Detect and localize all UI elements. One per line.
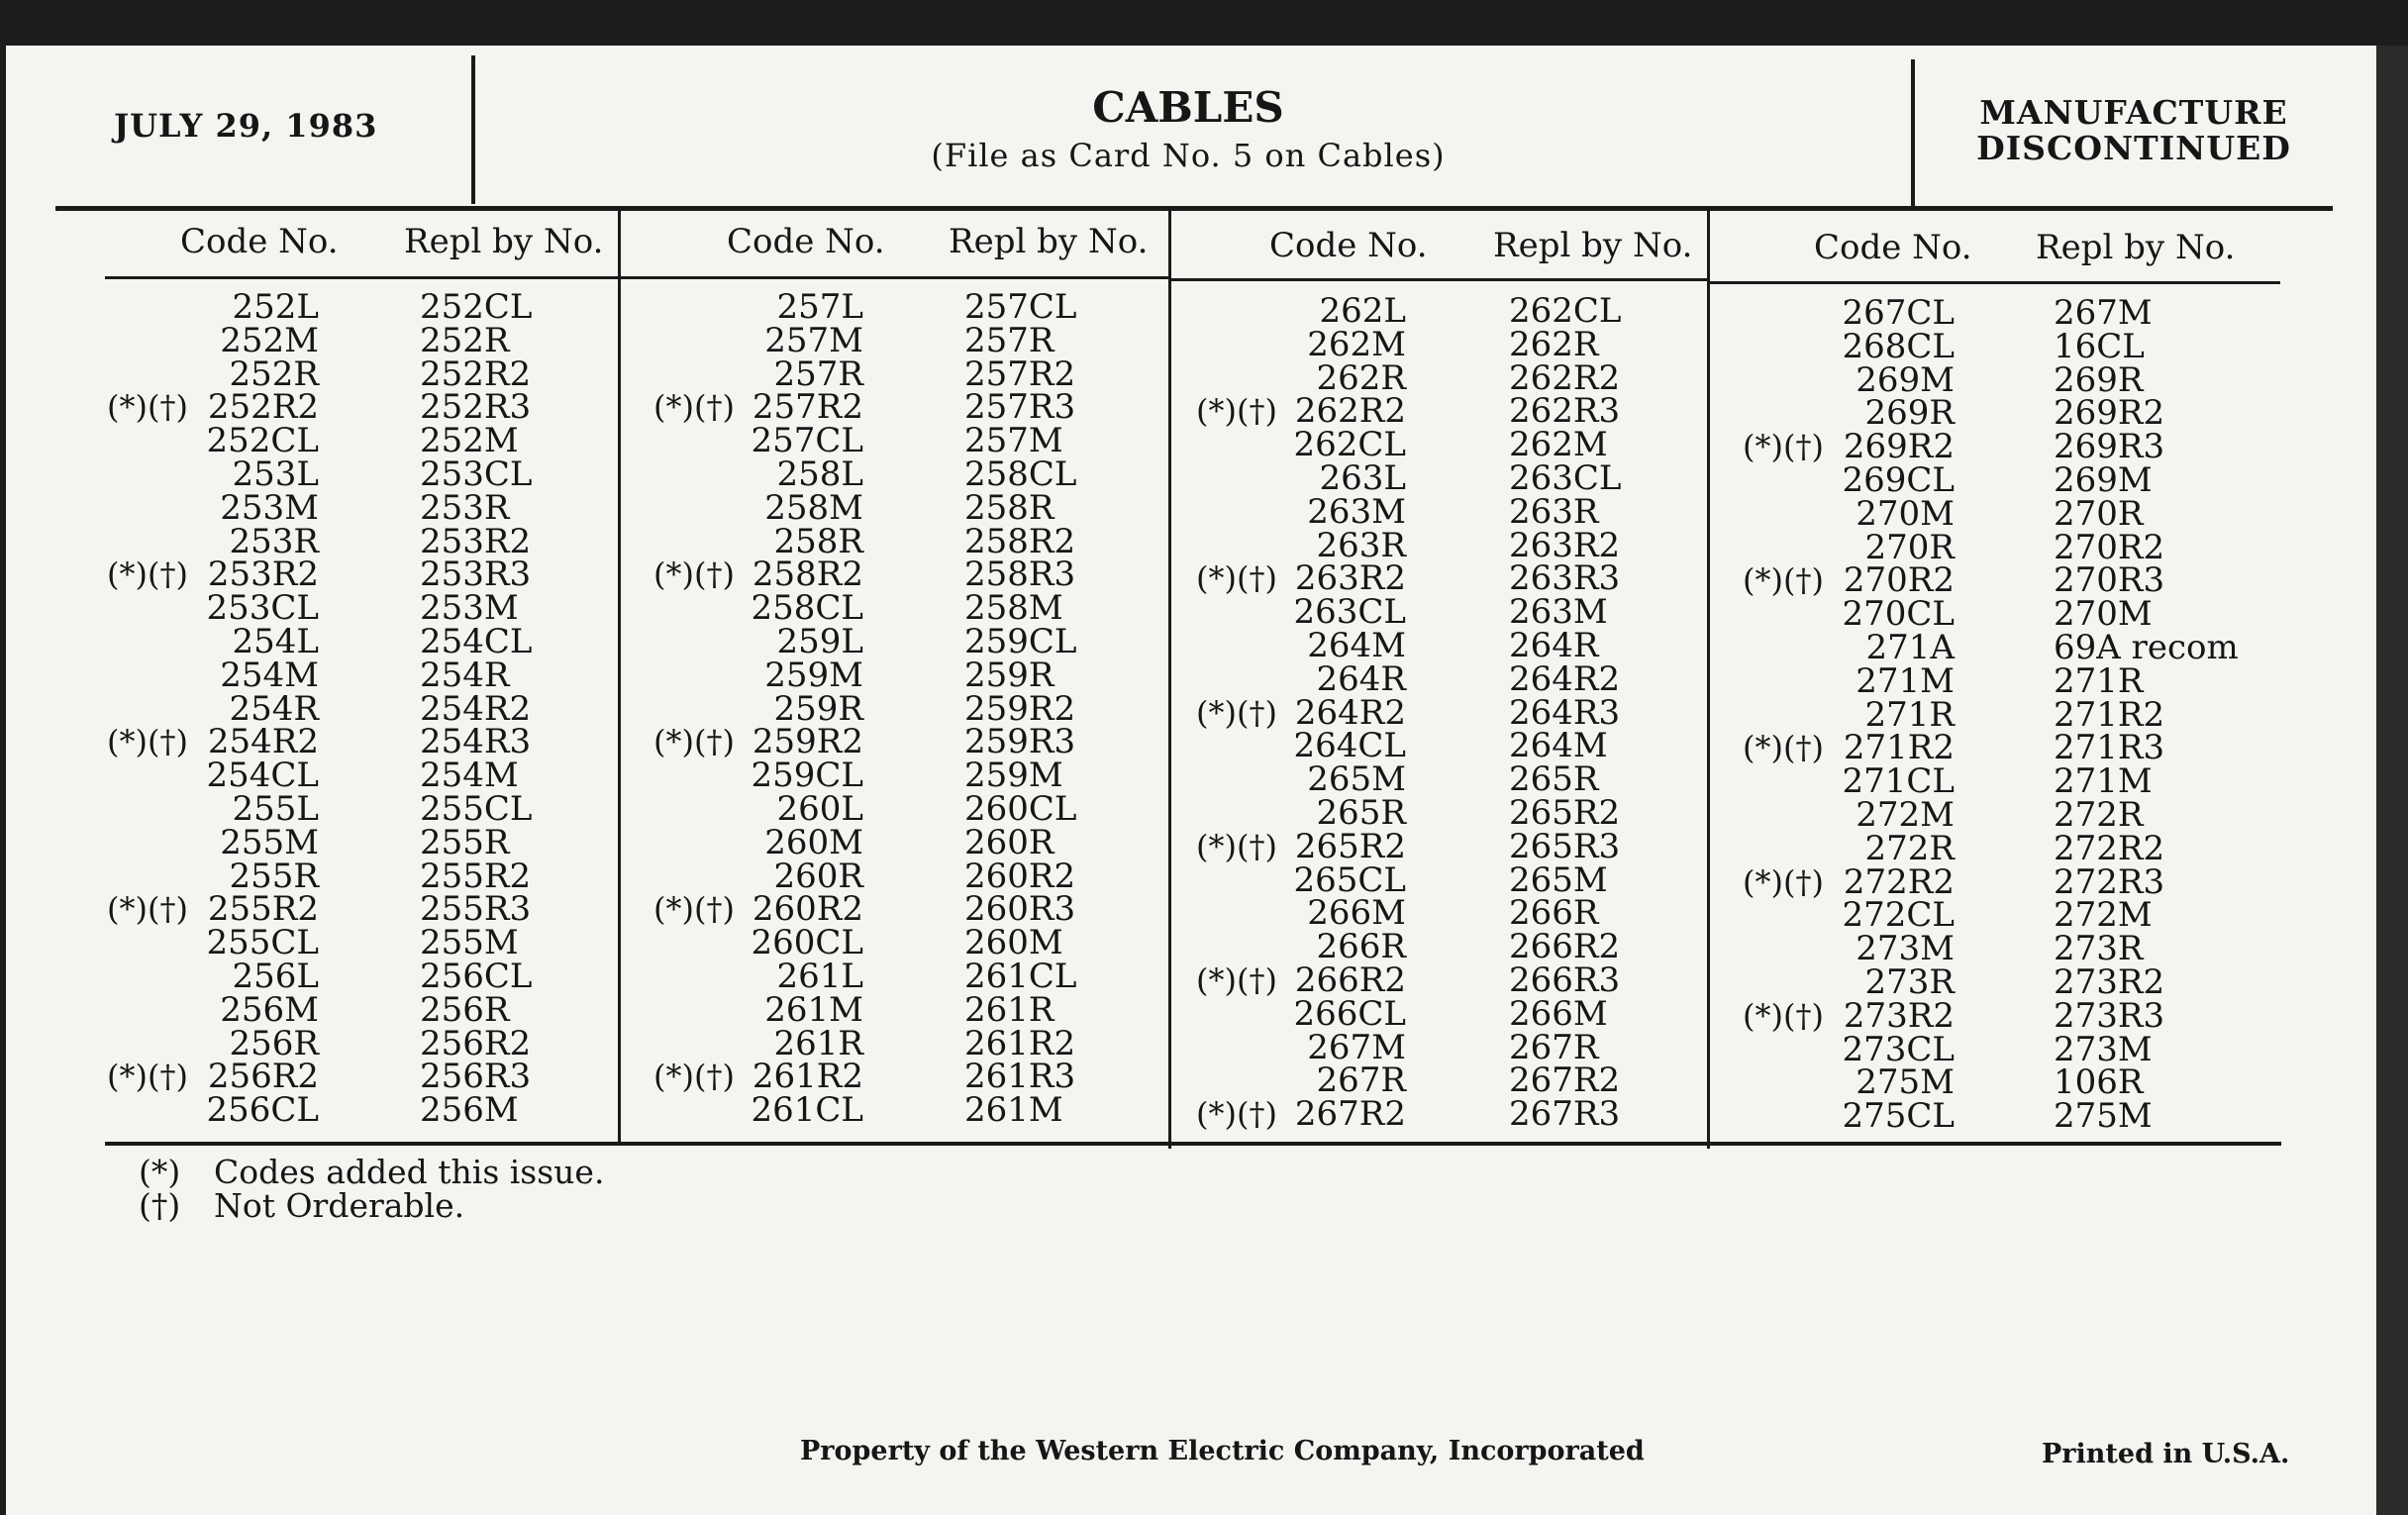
replacement-number: 259R3 bbox=[964, 722, 1076, 762]
code-number: 269M bbox=[1856, 359, 1955, 400]
legend-symbol: (*) bbox=[139, 1153, 181, 1191]
replacement-number: 273R3 bbox=[2054, 995, 2165, 1036]
replacement-number: 261M bbox=[964, 1090, 1063, 1131]
code-number: 257R2 bbox=[752, 387, 863, 428]
replacement-number: 270R2 bbox=[2054, 527, 2165, 567]
replacement-number: 260R2 bbox=[964, 856, 1076, 896]
code-number: 273M bbox=[1856, 929, 1955, 969]
code-number: 275CL bbox=[1842, 1096, 1955, 1137]
replacement-number: 263CL bbox=[1509, 457, 1622, 498]
code-number: 267CL bbox=[1842, 293, 1955, 333]
code-number: 259M bbox=[764, 655, 863, 695]
replacement-number: 267R2 bbox=[1509, 1060, 1621, 1101]
code-number: 266R2 bbox=[1294, 960, 1406, 1000]
code-number: 253R2 bbox=[207, 555, 319, 595]
code-number: 253L bbox=[232, 454, 319, 494]
replacement-number: 273R bbox=[2054, 929, 2144, 969]
code-number: 267R bbox=[1316, 1060, 1406, 1101]
replacement-number: 269R3 bbox=[2054, 427, 2165, 467]
replacement-number: 271R2 bbox=[2054, 694, 2165, 735]
code-number: 254R bbox=[229, 688, 319, 729]
code-number: 272CL bbox=[1842, 895, 1955, 936]
replacement-number: 256R2 bbox=[420, 1023, 532, 1063]
code-number: 258CL bbox=[751, 588, 863, 629]
table-row bbox=[0, 357, 2408, 400]
replacement-number: 269M bbox=[2054, 459, 2153, 500]
replacement-number: 270M bbox=[2054, 594, 2153, 635]
replacement-number: 262R3 bbox=[1509, 391, 1621, 432]
status-marker: (*)(†) bbox=[1196, 693, 1277, 732]
code-number: 265M bbox=[1307, 759, 1406, 800]
code-number: 271M bbox=[1856, 660, 1955, 701]
repl-column-header: Repl by No. bbox=[404, 222, 604, 261]
status-line-2: DISCONTINUED bbox=[1976, 129, 2291, 167]
code-number: 269R2 bbox=[1843, 427, 1955, 467]
table-row bbox=[0, 792, 2408, 835]
table-row bbox=[0, 759, 2408, 802]
status-marker: (*)(†) bbox=[1196, 559, 1277, 598]
table-row bbox=[0, 927, 2408, 969]
table-row bbox=[0, 457, 2408, 500]
code-number: 260M bbox=[764, 822, 863, 862]
legend-symbol: (†) bbox=[139, 1186, 181, 1225]
table-row bbox=[0, 1094, 2408, 1137]
code-number: 265CL bbox=[1293, 859, 1406, 900]
replacement-number: 272M bbox=[2054, 895, 2153, 936]
code-number: 261M bbox=[764, 989, 863, 1030]
code-number: 275M bbox=[1856, 1062, 1955, 1103]
replacement-number: 254CL bbox=[420, 621, 533, 661]
code-column-header: Code No. bbox=[1814, 228, 1972, 267]
code-number: 256R bbox=[229, 1023, 319, 1063]
code-number: 270CL bbox=[1842, 594, 1955, 635]
page-subtitle: (File as Card No. 5 on Cables) bbox=[931, 137, 1446, 174]
code-number: 263L bbox=[1319, 457, 1406, 498]
code-number: 272R bbox=[1864, 828, 1955, 868]
status-marker: (*)(†) bbox=[107, 388, 188, 427]
colhead-rule-2 bbox=[620, 276, 1170, 279]
code-number: 258R2 bbox=[752, 555, 863, 595]
replacement-number: 266R2 bbox=[1509, 927, 1621, 967]
replacement-number: 265R bbox=[1509, 759, 1599, 800]
replacement-number: 254R3 bbox=[420, 722, 532, 762]
replacement-number: 255M bbox=[420, 923, 519, 963]
replacement-number: 253CL bbox=[420, 454, 533, 494]
replacement-number: 270R bbox=[2054, 493, 2144, 534]
code-number: 268CL bbox=[1842, 326, 1955, 366]
repl-column-header: Repl by No. bbox=[1493, 226, 1693, 265]
code-number: 262R bbox=[1316, 357, 1406, 398]
code-number: 267R2 bbox=[1294, 1094, 1406, 1135]
table-row bbox=[0, 1027, 2408, 1069]
code-number: 272R2 bbox=[1843, 861, 1955, 902]
replacement-number: 273R2 bbox=[2054, 961, 2165, 1002]
code-number: 254CL bbox=[206, 756, 319, 796]
replacement-number: 258R2 bbox=[964, 521, 1076, 561]
code-number: 255L bbox=[232, 788, 319, 829]
table-row bbox=[0, 558, 2408, 601]
replacement-number: 256R3 bbox=[420, 1057, 532, 1097]
table-row bbox=[0, 625, 2408, 667]
replacement-number: 262CL bbox=[1509, 291, 1622, 331]
status-marker: (*)(†) bbox=[1743, 729, 1824, 767]
replacement-number: 263R2 bbox=[1509, 525, 1621, 565]
code-number: 261CL bbox=[751, 1090, 863, 1131]
code-number: 269CL bbox=[1842, 459, 1955, 500]
code-rows bbox=[0, 291, 2408, 1137]
code-number: 258L bbox=[776, 454, 863, 494]
code-number: 252R2 bbox=[207, 387, 319, 428]
replacement-number: 261R3 bbox=[964, 1057, 1076, 1097]
code-number: 273CL bbox=[1842, 1029, 1955, 1069]
issue-date: JULY 29, 1983 bbox=[114, 107, 378, 145]
code-number: 257R bbox=[773, 354, 863, 394]
header-divider-right bbox=[1911, 59, 1915, 208]
code-number: 259L bbox=[776, 621, 863, 661]
status-marker: (*)(†) bbox=[1196, 392, 1277, 431]
replacement-number: 265M bbox=[1509, 859, 1608, 900]
replacement-number: 260CL bbox=[964, 788, 1077, 829]
code-number: 255R2 bbox=[207, 889, 319, 930]
replacement-number: 258M bbox=[964, 588, 1063, 629]
status-marker: (*)(†) bbox=[653, 890, 735, 929]
code-number: 257M bbox=[764, 320, 863, 360]
code-number: 263CL bbox=[1293, 592, 1406, 633]
code-number: 255M bbox=[220, 822, 319, 862]
replacement-number: 260M bbox=[964, 923, 1063, 963]
code-number: 269R bbox=[1864, 393, 1955, 434]
replacement-number: 106R bbox=[2054, 1062, 2144, 1103]
replacement-number: 272R3 bbox=[2054, 861, 2165, 902]
code-number: 271CL bbox=[1842, 761, 1955, 802]
code-number: 273R2 bbox=[1843, 995, 1955, 1036]
code-number: 260R2 bbox=[752, 889, 863, 930]
code-number: 270R bbox=[1864, 527, 1955, 567]
table-row bbox=[0, 592, 2408, 635]
code-number: 261R bbox=[773, 1023, 863, 1063]
code-number: 259R2 bbox=[752, 722, 863, 762]
colhead-rule-3 bbox=[1170, 278, 1708, 281]
code-number: 262L bbox=[1319, 291, 1406, 331]
code-number: 273R bbox=[1864, 961, 1955, 1002]
code-number: 266R bbox=[1316, 927, 1406, 967]
status-marker: (*)(†) bbox=[1743, 862, 1824, 901]
legend-not-orderable bbox=[139, 1186, 464, 1225]
replacement-number: 264R bbox=[1509, 625, 1599, 665]
replacement-number: 266R3 bbox=[1509, 960, 1621, 1000]
replacement-number: 263M bbox=[1509, 592, 1608, 633]
replacement-number: 257R2 bbox=[964, 354, 1076, 394]
replacement-number: 275M bbox=[2054, 1096, 2153, 1137]
code-number: 253R bbox=[229, 521, 319, 561]
replacement-number: 265R2 bbox=[1509, 792, 1621, 833]
replacement-number: 252R3 bbox=[420, 387, 532, 428]
table-row bbox=[0, 324, 2408, 366]
replacement-number: 256R bbox=[420, 989, 510, 1030]
replacement-number: 255R2 bbox=[420, 856, 532, 896]
status-marker: (*)(†) bbox=[1743, 996, 1824, 1035]
replacement-number: 255R bbox=[420, 822, 510, 862]
code-number: 264M bbox=[1307, 625, 1406, 665]
code-number: 256L bbox=[232, 956, 319, 996]
replacement-number: 261R bbox=[964, 989, 1054, 1030]
repl-column-header: Repl by No. bbox=[949, 222, 1149, 261]
replacement-number: 254R bbox=[420, 655, 510, 695]
table-row bbox=[0, 692, 2408, 735]
replacement-number: 260R bbox=[964, 822, 1054, 862]
replacement-number: 259R bbox=[964, 655, 1054, 695]
code-number: 256R2 bbox=[207, 1057, 319, 1097]
replacement-number: 253M bbox=[420, 588, 519, 629]
colhead-rule-4 bbox=[1710, 281, 2280, 284]
table-row bbox=[0, 859, 2408, 902]
code-number: 252L bbox=[232, 287, 319, 327]
table-row bbox=[0, 425, 2408, 467]
code-number: 253CL bbox=[206, 588, 319, 629]
replacement-number: 254M bbox=[420, 756, 519, 796]
replacement-number: 265R3 bbox=[1509, 826, 1621, 866]
code-number: 253M bbox=[220, 487, 319, 528]
status-marker: (*)(†) bbox=[653, 388, 735, 427]
replacement-number: 271R3 bbox=[2054, 728, 2165, 768]
replacement-number: 267R bbox=[1509, 1027, 1599, 1067]
code-number: 262CL bbox=[1293, 425, 1406, 465]
table-row bbox=[0, 993, 2408, 1036]
code-number: 257CL bbox=[751, 421, 863, 461]
replacement-number: 258R3 bbox=[964, 555, 1076, 595]
page-title: CABLES bbox=[1092, 83, 1284, 132]
code-number: 266CL bbox=[1293, 993, 1406, 1034]
replacement-number: 259CL bbox=[964, 621, 1077, 661]
code-number: 254R2 bbox=[207, 722, 319, 762]
status-marker: (*)(†) bbox=[1196, 1095, 1277, 1134]
table-row bbox=[0, 960, 2408, 1002]
code-column-header: Code No. bbox=[180, 222, 339, 261]
replacement-number: 267R3 bbox=[1509, 1094, 1621, 1135]
replacement-number: 253R3 bbox=[420, 555, 532, 595]
replacement-number: 271R bbox=[2054, 660, 2144, 701]
table-row bbox=[0, 893, 2408, 936]
table-row bbox=[0, 726, 2408, 768]
code-number: 264R bbox=[1316, 658, 1406, 699]
status-marker: (*)(†) bbox=[1743, 428, 1824, 466]
replacement-number: 252R bbox=[420, 320, 510, 360]
replacement-number: 252R2 bbox=[420, 354, 532, 394]
code-number: 260R bbox=[773, 856, 863, 896]
code-number: 256CL bbox=[206, 1090, 319, 1131]
code-number: 259R bbox=[773, 688, 863, 729]
replacement-number: 252M bbox=[420, 421, 519, 461]
replacement-number: 257CL bbox=[964, 287, 1077, 327]
table-bottom-rule bbox=[105, 1142, 2281, 1146]
table-row bbox=[0, 658, 2408, 701]
replacement-number: 273M bbox=[2054, 1029, 2153, 1069]
replacement-number: 266R bbox=[1509, 893, 1599, 934]
replacement-number: 16CL bbox=[2054, 326, 2145, 366]
replacement-number: 269R bbox=[2054, 359, 2144, 400]
replacement-number: 256CL bbox=[420, 956, 533, 996]
replacement-number: 262M bbox=[1509, 425, 1608, 465]
code-number: 258M bbox=[764, 487, 863, 528]
table-row bbox=[0, 826, 2408, 868]
code-number: 252R bbox=[229, 354, 319, 394]
replacement-number: 271M bbox=[2054, 761, 2153, 802]
code-number: 267M bbox=[1307, 1027, 1406, 1067]
code-number: 254M bbox=[220, 655, 319, 695]
code-number: 255CL bbox=[206, 923, 319, 963]
replacement-number: 257R bbox=[964, 320, 1054, 360]
replacement-number: 272R2 bbox=[2054, 828, 2165, 868]
status-line-1: MANUFACTURE bbox=[1979, 93, 2288, 132]
code-number: 262M bbox=[1307, 324, 1406, 364]
code-number: 261R2 bbox=[752, 1057, 863, 1097]
replacement-number: 259R2 bbox=[964, 688, 1076, 729]
repl-column-header: Repl by No. bbox=[2036, 228, 2236, 267]
replacement-number: 269R2 bbox=[2054, 393, 2165, 434]
code-number: 272M bbox=[1856, 794, 1955, 835]
replacement-number: 69A recom bbox=[2054, 627, 2239, 667]
code-number: 252CL bbox=[206, 421, 319, 461]
status-marker: (*)(†) bbox=[653, 1058, 735, 1096]
footer-property: Property of the Western Electric Company, Incorporated bbox=[800, 1436, 1645, 1466]
code-number: 265R2 bbox=[1294, 826, 1406, 866]
code-number: 263R2 bbox=[1294, 558, 1406, 599]
replacement-number: 262R bbox=[1509, 324, 1599, 364]
status-marker: (*)(†) bbox=[107, 890, 188, 929]
colhead-rule-1 bbox=[105, 276, 620, 279]
replacement-number: 263R3 bbox=[1509, 558, 1621, 599]
replacement-number: 270R3 bbox=[2054, 560, 2165, 601]
code-number: 271R bbox=[1864, 694, 1955, 735]
legend-text: Codes added this issue. bbox=[214, 1153, 605, 1191]
replacement-number: 257M bbox=[964, 421, 1063, 461]
code-number: 271A bbox=[1865, 627, 1955, 667]
status-marker: (*)(†) bbox=[107, 723, 188, 761]
replacement-number: 253R bbox=[420, 487, 510, 528]
replacement-number: 261CL bbox=[964, 956, 1077, 996]
replacement-number: 261R2 bbox=[964, 1023, 1076, 1063]
table-row bbox=[0, 291, 2408, 333]
code-number: 258R bbox=[773, 521, 863, 561]
code-number: 270M bbox=[1856, 493, 1955, 534]
replacement-number: 255R3 bbox=[420, 889, 532, 930]
header-rule bbox=[55, 206, 2333, 211]
code-number: 254L bbox=[232, 621, 319, 661]
legend-text: Not Orderable. bbox=[214, 1186, 465, 1225]
replacement-number: 259M bbox=[964, 756, 1063, 796]
code-number: 259CL bbox=[751, 756, 863, 796]
status-label bbox=[1926, 95, 2342, 166]
replacement-number: 264R2 bbox=[1509, 658, 1621, 699]
code-number: 261L bbox=[776, 956, 863, 996]
status-marker: (*)(†) bbox=[653, 556, 735, 594]
code-number: 256M bbox=[220, 989, 319, 1030]
status-marker: (*)(†) bbox=[107, 556, 188, 594]
code-number: 266M bbox=[1307, 893, 1406, 934]
replacement-number: 253R2 bbox=[420, 521, 532, 561]
status-marker: (*)(†) bbox=[1196, 827, 1277, 865]
replacement-number: 267M bbox=[2054, 293, 2153, 333]
replacement-number: 255CL bbox=[420, 788, 533, 829]
code-number: 252M bbox=[220, 320, 319, 360]
replacement-number: 258CL bbox=[964, 454, 1077, 494]
code-column-header: Code No. bbox=[727, 222, 885, 261]
table-row bbox=[0, 491, 2408, 534]
replacement-number: 263R bbox=[1509, 491, 1599, 532]
code-column-header: Code No. bbox=[1269, 226, 1428, 265]
replacement-number: 258R bbox=[964, 487, 1054, 528]
code-number: 255R bbox=[229, 856, 319, 896]
table-row bbox=[0, 525, 2408, 567]
replacement-number: 272R bbox=[2054, 794, 2144, 835]
code-number: 257L bbox=[776, 287, 863, 327]
table-row bbox=[0, 391, 2408, 434]
code-number: 262R2 bbox=[1294, 391, 1406, 432]
replacement-number: 264M bbox=[1509, 726, 1608, 766]
replacement-number: 252CL bbox=[420, 287, 533, 327]
replacement-number: 264R3 bbox=[1509, 692, 1621, 733]
code-number: 270R2 bbox=[1843, 560, 1955, 601]
status-marker: (*)(†) bbox=[1743, 561, 1824, 600]
status-marker: (*)(†) bbox=[653, 723, 735, 761]
replacement-number: 266M bbox=[1509, 993, 1608, 1034]
code-number: 260CL bbox=[751, 923, 863, 963]
code-number: 264CL bbox=[1293, 726, 1406, 766]
replacement-number: 257R3 bbox=[964, 387, 1076, 428]
replacement-number: 262R2 bbox=[1509, 357, 1621, 398]
footer-printed: Printed in U.S.A. bbox=[2042, 1439, 2290, 1469]
code-number: 260L bbox=[776, 788, 863, 829]
code-number: 265R bbox=[1316, 792, 1406, 833]
replacement-number: 260R3 bbox=[964, 889, 1076, 930]
status-marker: (*)(†) bbox=[107, 1058, 188, 1096]
code-number: 271R2 bbox=[1843, 728, 1955, 768]
code-number: 263M bbox=[1307, 491, 1406, 532]
status-marker: (*)(†) bbox=[1196, 960, 1277, 999]
code-number: 263R bbox=[1316, 525, 1406, 565]
replacement-number: 254R2 bbox=[420, 688, 532, 729]
replacement-number: 256M bbox=[420, 1090, 519, 1131]
table-row bbox=[0, 1060, 2408, 1103]
code-number: 264R2 bbox=[1294, 692, 1406, 733]
